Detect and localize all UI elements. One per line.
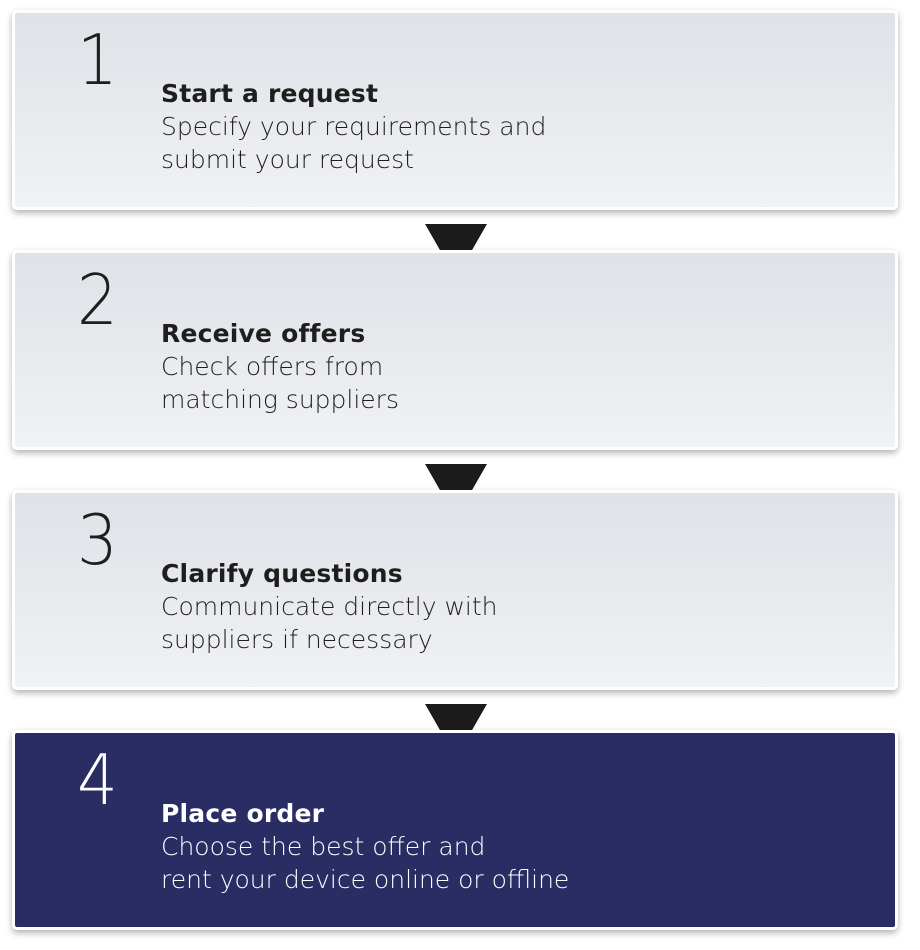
step-card-3 xyxy=(12,490,898,690)
step-title: Start a request xyxy=(161,79,379,108)
step-text xyxy=(161,317,861,416)
step-number: 2 xyxy=(77,261,118,342)
step-text xyxy=(161,797,861,896)
step-title: Clarify questions xyxy=(161,559,403,588)
step-description xyxy=(161,350,861,416)
step-description-line: matching suppliers xyxy=(161,385,399,414)
step-description xyxy=(161,830,861,896)
step-number: 1 xyxy=(77,21,118,102)
step-description-line: Choose the best offer and xyxy=(161,832,486,861)
step-card-1 xyxy=(12,10,898,210)
step-description xyxy=(161,590,861,656)
step-title: Receive offers xyxy=(161,319,366,348)
step-number: 3 xyxy=(77,501,118,582)
step-text xyxy=(161,77,861,176)
step-description-line: submit your request xyxy=(161,145,414,174)
step-description-line: Check offers from xyxy=(161,352,384,381)
step-number: 4 xyxy=(77,741,118,822)
step-description-line: Communicate directly with xyxy=(161,592,498,621)
step-title: Place order xyxy=(161,799,325,828)
step-description xyxy=(161,110,861,176)
step-text xyxy=(161,557,861,656)
step-description-line: rent your device online or offline xyxy=(161,865,570,894)
step-description-line: Specify your requirements and xyxy=(161,112,547,141)
step-card-4 xyxy=(12,730,898,930)
step-card-2 xyxy=(12,250,898,450)
step-description-line: suppliers if necessary xyxy=(161,625,433,654)
